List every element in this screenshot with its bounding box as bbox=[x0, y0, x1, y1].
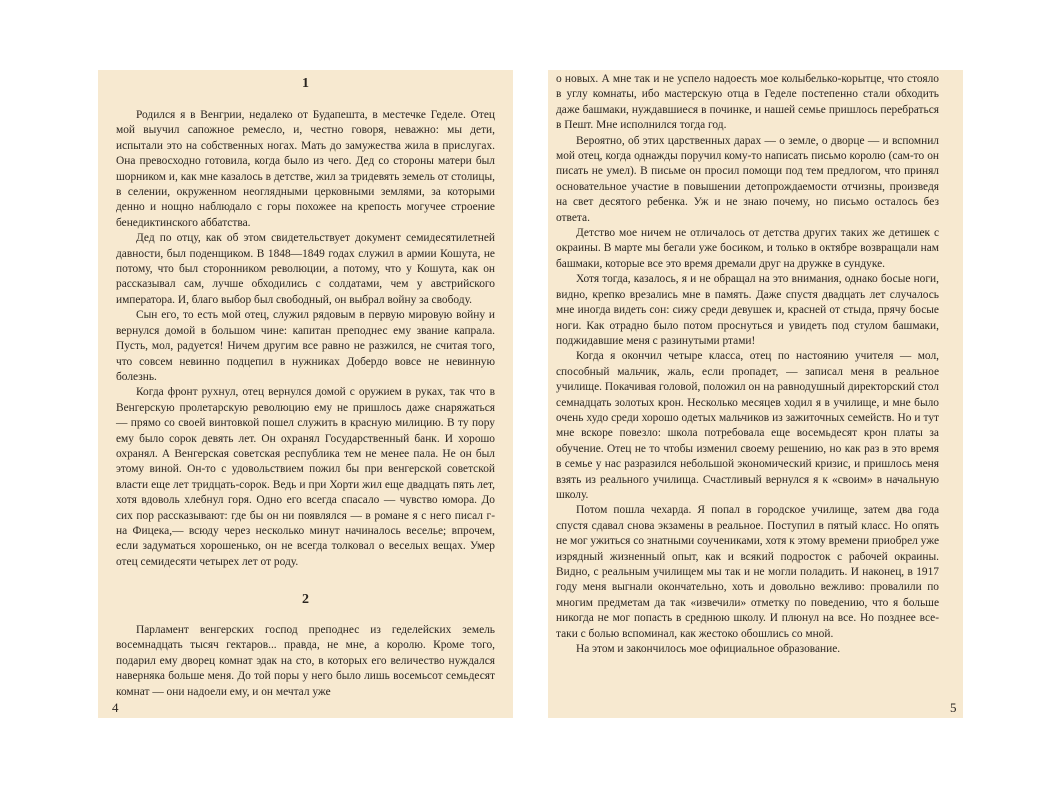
chapter-2-heading: 2 bbox=[302, 592, 309, 607]
chapter-2 bbox=[116, 592, 495, 700]
paragraph: Родился я в Венгрии, недалеко от Будапешта, в местечке Геделе. Отец мой выучил сапожное ремесло, и, честно говоря, неважно: мы дети, испытали это на собственных ногах. Мать до замужества жила в прислугах. Она превосходно готовила, когда было из чего. Дед со стороны матери был шорником и, как мне казалось в детстве, жил за тридевять земель от столицы, в селении, окруженном неоглядными церковными землями, за которыми денно и нощно наблюдало с горы похожее на крепость могучее строение бенедиктинского аббатства. bbox=[116, 109, 495, 229]
page-number-left: 4 bbox=[112, 700, 119, 715]
paragraph: Хотя тогда, казалось, я и не обращал на это внимания, однако босые ноги, видно, крепко врезались мне в память. Даже спустя двадцать лет случалось мне иногда видеть сон: сижу среди девушек и, красней от стыда, прячу босые ноги. Как отрадно было потом проснуться и увидеть под стулом башмаки, поджидавшие меня с разинутыми ртами! bbox=[556, 273, 939, 347]
paragraph: Дед по отцу, как об этом свидетельствует документ семидесятилетней давности, был поденщиком. В 1848—1849 годах служил в армии Кошута, не потому, что был сторонником революции, а потому, что у Кошута, как он рассказывал сам, лучше обходились с солдатами, чем у австрийского императора. И, благо выбор был свободный, он выбрал войну за свободу. bbox=[116, 232, 495, 306]
paragraph-continuation: о новых. А мне так и не успело надоесть мое колыбелько-корытце, что стояло в углу комнаты, ибо мастерскую отца в Геделе постепенно стали обходить даже башмаки, нуждавшиеся в починке, и нашей семье пришлось перебраться в Пешт. Мне исполнился тогда год. bbox=[556, 73, 939, 132]
paragraph: Парламент венгерских господ преподнес из геделейских земель восемнадцать тысяч гектаров... правда, не мне, а королю. Кроме того, подарил ему дворец комнат эдак на сто, в которых его величество нуждался наверняка больше меня. До той поры у него было лишь восемьсот семьдесят комнат — они надоели ему, и он мечтал уже bbox=[116, 624, 495, 698]
page-number-right: 5 bbox=[950, 700, 957, 715]
paragraph: Вероятно, об этих царственных дарах — о земле, о дворце — и вспомнил мой отец, когда однажды поручил кому-то написать письмо королю (сам-то он писать не умел). В письме он просил помощи под тем предлогом, что принял основательное участие в повышении детопрождаемости отчизны, произведя на свет десятого ребенка. Уж и не знаю почему, но письмо осталось без ответа. bbox=[556, 134, 939, 224]
paragraph: Детство мое ничем не отличалось от детства других таких же детишек с окраины. В марте мы бегали уже босиком, и только в октябре возвращали нам башмаки, которые все это время дремали друг на дружке в сундуке. bbox=[556, 227, 939, 270]
paragraph: На этом и закончилось мое официальное образование. bbox=[576, 643, 841, 656]
right-page bbox=[548, 70, 963, 718]
paragraph: Когда я окончил четыре класса, отец по настоянию учителя — мол, способный мальчик, жаль, если пропадет, — записал меня в реальное училище. Покачивая головой, положил он на равнодушный директорский стол семнадцать золотых крон. Несколько месяцев ходил я в училище, и мне было очень худо среди хорошо одетых мальчиков из зажиточных семейств. Но и тут мне вскоре повезло: школа потребовала еще восемьдесят крон платы за обучение. Отец не то чтобы изменил своему решению, но как раз в это время в семье у нас разразился небольшой экономический кризис, и пришлось меня взять из реального училища. Счастливый вернулся я к «своим» в начальную школу. bbox=[556, 350, 939, 501]
paragraph: Сын его, то есть мой отец, служил рядовым в первую мировую войну и вернулся домой в большом чине: капитан преподнес ему звание капрала. Пусть, мол, радуется! Ничем другим все равно не разжился, не считая того, что совсем невинно подцепил в нужниках Добердо вовсе не невинную болезнь. bbox=[116, 309, 495, 383]
chapter-1 bbox=[116, 76, 495, 570]
chapter-2-continued bbox=[556, 72, 939, 657]
paragraph: Когда фронт рухнул, отец вернулся домой с оружием в руках, так что в Венгерскую пролетарскую революцию ему не пришлось даже снаряжаться — прямо со своей винтовкой пошел служить в красную милицию. В ту пору ему было сорок девять лет. Он охранял Государственный банк. И хорошо охранял. А Венгерская советская республика тем не менее пала. Не он был этому виной. Он-то с удовольствием пожил бы при венгерской советской власти еще лет тридцать-сорок. Ведь и при Хорти жил еще двадцать пять лет, хотя вдоволь хлебнул горя. Одно его всегда спасало — чувство юмора. До сих пор рассказывают: где бы он ни появлялся — в романе я с него писал г-на Фицека,— всюду через несколько минут начиналось веселье; впрочем, если задуматься хорошенько, он не всегда толковал о веселых вещах. Умер отец семидесяти четырех лет от роду. bbox=[116, 386, 495, 568]
paragraph: Потом пошла чехарда. Я попал в городское училище, затем два года спустя сдавал снова экзамены в реальное. Поступил в пятый класс. Но опять не мог ужиться со знатными соучениками, хотя к этому времени приобрел уже изрядный жизненный опыт, как и всякий подросток с рабочей окраины. Видно, с реальным училищем мы так и не могли поладить. И наконец, в 1917 году меня выгнали окончательно, хоть и довольно вежливо: провалили по многим предметам да так «извечили» отметку по поведению, что я больше никогда не мог попасть в среднюю школу. И плюнул на все. Но позднее все-таки с болью вспоминал, как жестоко обошлись со мной. bbox=[556, 504, 939, 640]
chapter-1-heading: 1 bbox=[302, 76, 309, 91]
left-page bbox=[98, 70, 513, 718]
